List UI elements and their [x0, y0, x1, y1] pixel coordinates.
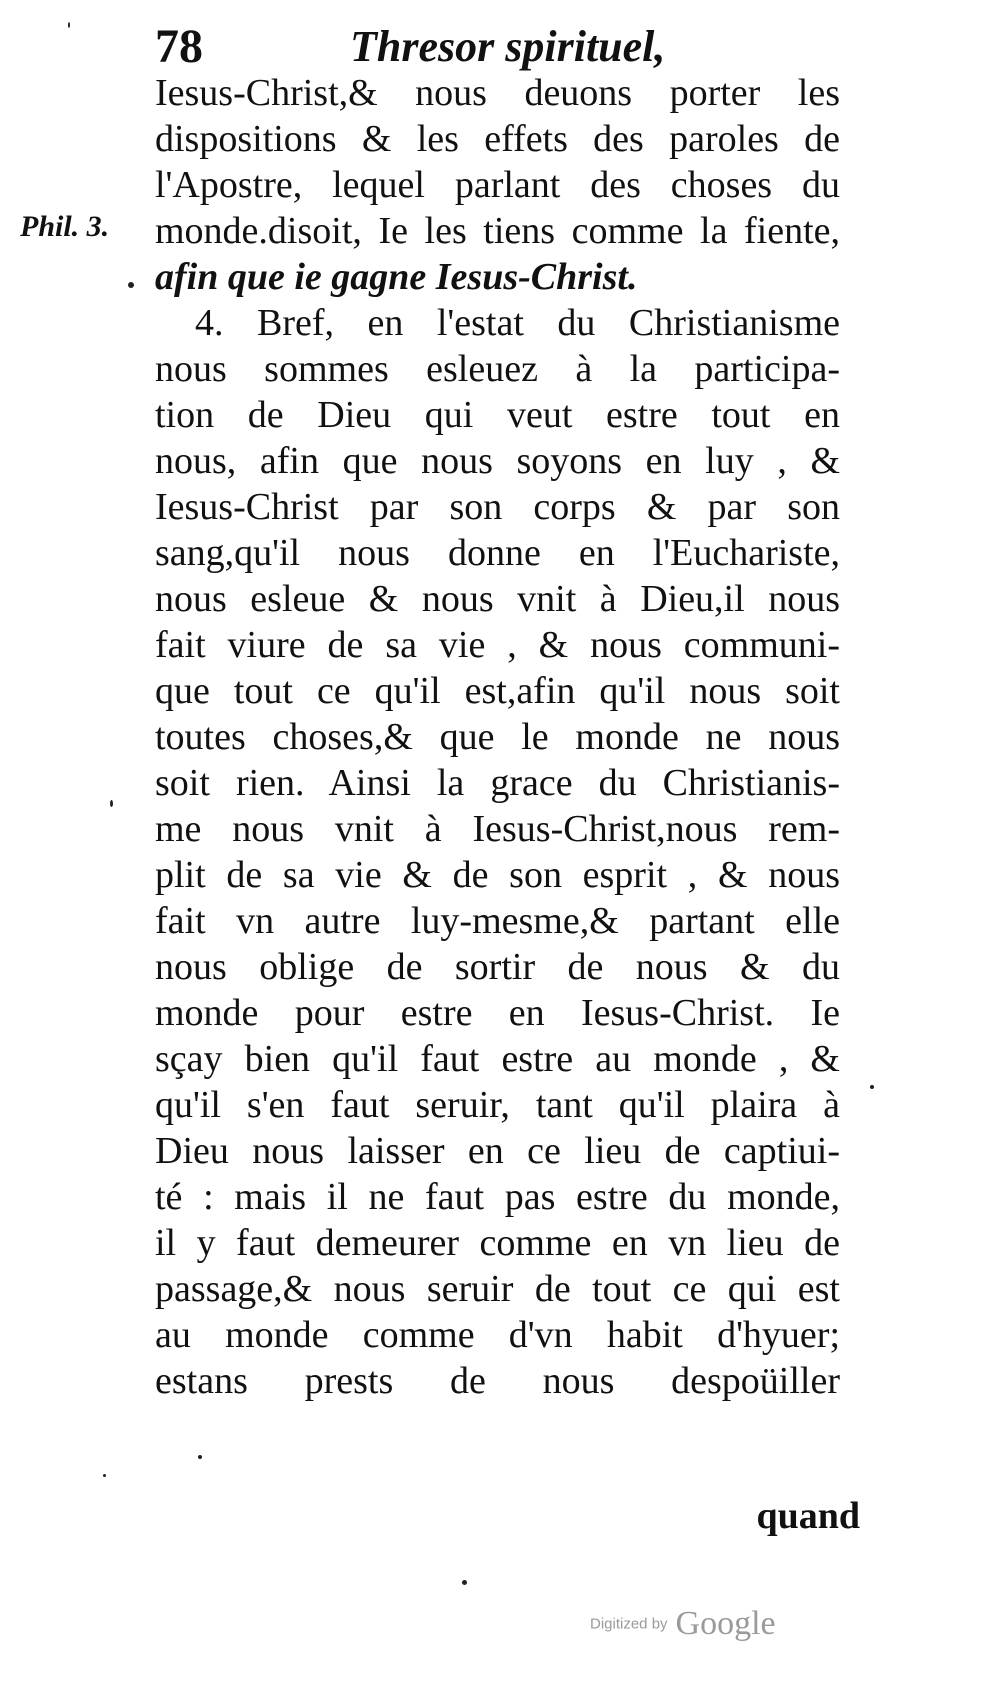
text-line: me nous vnit à Iesus-Christ,nous rem- [155, 808, 840, 850]
ink-speck [68, 22, 70, 28]
text-line: fait vn autre luy-mesme,& partant elle [155, 900, 840, 942]
ink-speck [870, 1085, 874, 1089]
text-line: Iesus-Christ,& nous deuons porter les [155, 72, 840, 114]
text-line: Iesus-Christ par son corps & par son [155, 486, 840, 528]
google-logo: Google [675, 1605, 776, 1642]
ink-speck [462, 1580, 467, 1585]
running-title: Thresor spirituel, [350, 22, 666, 71]
margin-note: Phil. 3. [20, 210, 110, 243]
text-line: 4. Bref, en l'estat du Christianisme [195, 302, 840, 344]
text-line: que tout ce qu'il est,afin qu'il nous soit [155, 670, 840, 712]
page-number: 78 [155, 20, 203, 73]
text-line: sang,qu'il nous donne en l'Euchariste, [155, 532, 840, 574]
watermark-prefix: Digitized by [590, 1615, 668, 1633]
text-line: afin que ie gagne Iesus-Christ. [155, 256, 638, 298]
text-line: nous sommes esleuez à la participa- [155, 348, 840, 390]
text-line: toutes choses,& que le monde ne nous [155, 716, 840, 758]
text-line: au monde comme d'vn habit d'hyuer; [155, 1314, 840, 1356]
digitized-watermark [590, 1605, 776, 1643]
ink-speck [103, 1474, 106, 1477]
ink-speck [110, 800, 113, 807]
ink-speck [198, 1455, 202, 1459]
page-header [155, 22, 915, 72]
text-line: plit de sa vie & de son esprit , & nous [155, 854, 840, 896]
text-line: Dieu nous laisser en ce lieu de captiui- [155, 1130, 840, 1172]
text-line: dispositions & les effets des paroles de [155, 118, 840, 160]
text-line: l'Apostre, lequel parlant des choses du [155, 164, 840, 206]
text-line: té : mais il ne faut pas estre du monde, [155, 1176, 840, 1218]
text-line: monde pour estre en Iesus-Christ. Ie [155, 992, 840, 1034]
text-line: sçay bien qu'il faut estre au monde , & [155, 1038, 840, 1080]
text-line: qu'il s'en faut seruir, tant qu'il plaira à [155, 1084, 840, 1126]
text-line: estans prests de nous despoüiller [155, 1360, 840, 1402]
text-line: passage,& nous seruir de tout ce qui est [155, 1268, 840, 1310]
text-line: tion de Dieu qui veut estre tout en [155, 394, 840, 436]
ink-speck [128, 282, 134, 288]
text-line: monde.disoit, Ie les tiens comme la fiente, [155, 210, 840, 252]
text-line: il y faut demeurer comme en vn lieu de [155, 1222, 840, 1264]
text-line: nous, afin que nous soyons en luy , & [155, 440, 840, 482]
catchword: quand [756, 1495, 860, 1537]
text-line: soit rien. Ainsi la grace du Christianis- [155, 762, 840, 804]
text-line: fait viure de sa vie , & nous communi- [155, 624, 840, 666]
text-line: nous oblige de sortir de nous & du [155, 946, 840, 988]
text-line: nous esleue & nous vnit à Dieu,il nous [155, 578, 840, 620]
